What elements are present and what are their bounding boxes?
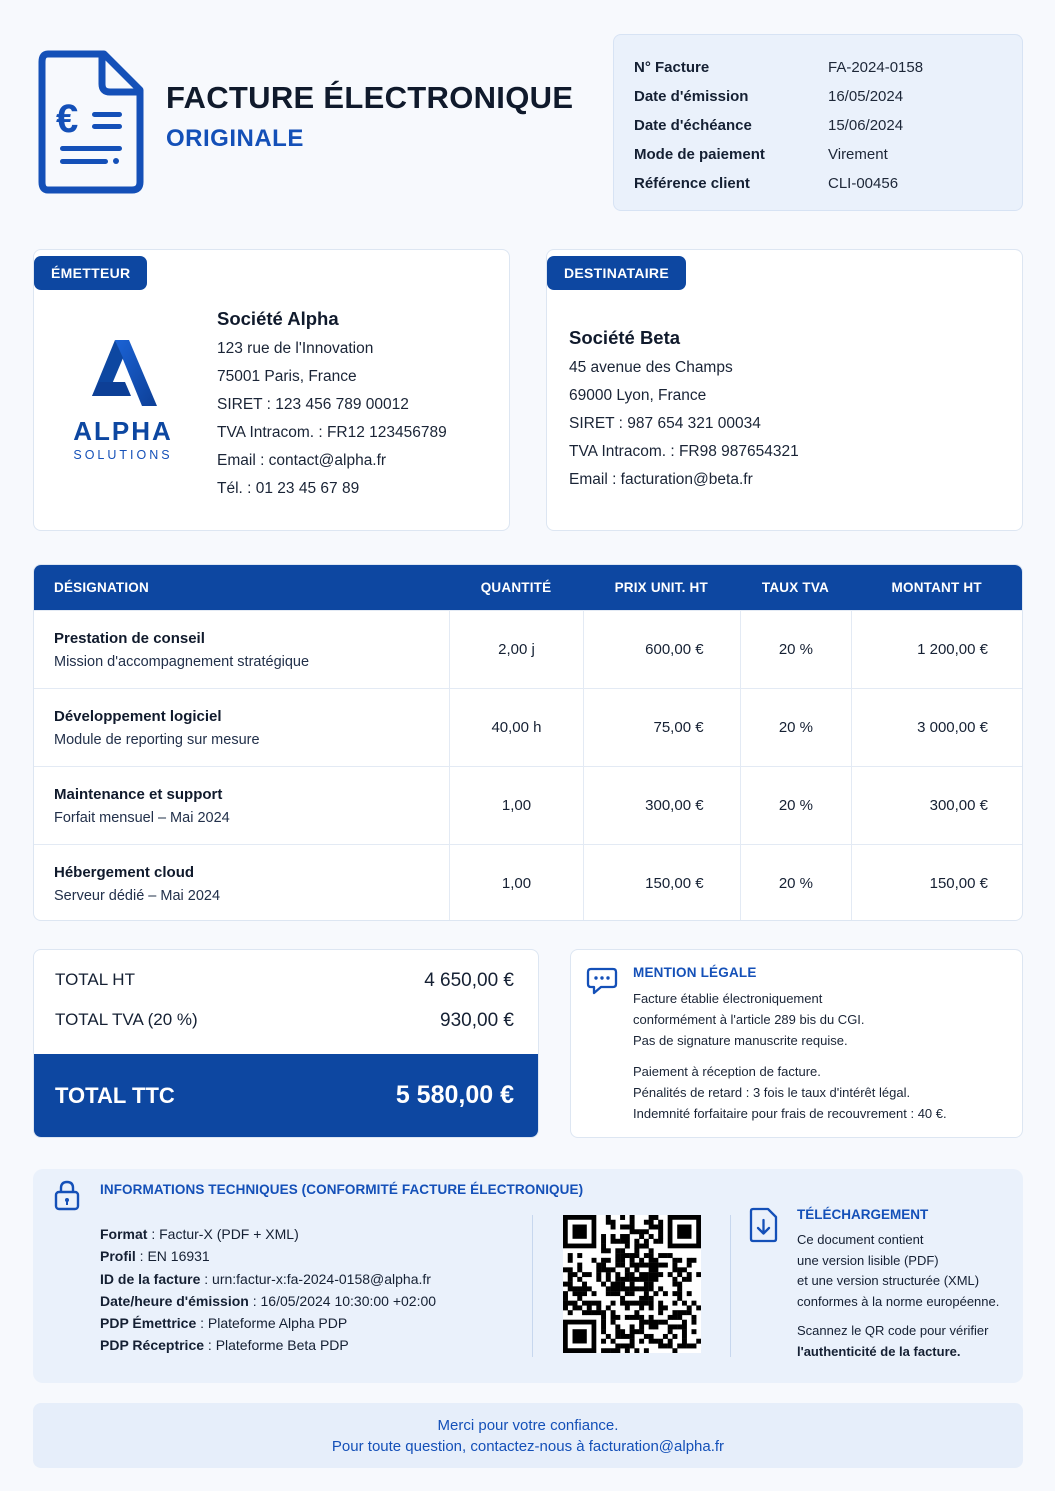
header-vat-rate: TAUX TVA — [761, 580, 830, 595]
download-title: TÉLÉCHARGEMENT — [797, 1207, 929, 1222]
legal-paragraph-1 — [633, 988, 865, 1051]
total-ttc-label: TOTAL TTC — [55, 1082, 175, 1108]
download-line: conformes à la norme européenne. — [797, 1293, 1000, 1309]
items-table — [33, 564, 1023, 921]
meta-row — [634, 53, 1002, 82]
item-unit-price: 600,00 € — [645, 641, 704, 658]
issuer-details — [217, 304, 447, 503]
table-row — [34, 688, 1022, 766]
issuer-line: SIRET : 123 456 789 00012 — [217, 396, 409, 413]
legal-title: MENTION LÉGALE — [633, 965, 757, 980]
page-subtitle: ORIGINALE — [166, 125, 304, 152]
invoice-euro-icon — [38, 50, 144, 194]
footer-thanks: Merci pour votre confiance. — [437, 1417, 619, 1434]
alpha-logo-mark — [63, 338, 183, 418]
meta-value: CLI-00456 — [828, 175, 899, 192]
item-unit-price: 300,00 € — [645, 797, 704, 814]
item-title: Développement logiciel — [54, 707, 222, 725]
meta-row — [634, 169, 1002, 198]
item-description: Mission d'accompagnement stratégique — [54, 653, 310, 670]
legal-line: Paiement à réception de facture. — [633, 1064, 821, 1079]
meta-value: FA-2024-0158 — [828, 59, 924, 76]
tech-field-value: Plateforme Alpha PDP — [207, 1315, 348, 1332]
total-ttc-value: 5 580,00 € — [395, 1081, 514, 1109]
item-amount: 1 200,00 € — [917, 641, 988, 658]
totals-box — [33, 949, 539, 1138]
item-vat-rate: 20 % — [778, 797, 814, 814]
issuer-line: Tél. : 01 23 45 67 89 — [217, 480, 360, 497]
recipient-tag: DESTINATAIRE — [547, 256, 686, 290]
total-ht-row — [55, 970, 514, 992]
item-amount: 3 000,00 € — [917, 719, 988, 736]
svg-text:€: € — [56, 97, 79, 141]
item-quantity: 2,00 j — [498, 641, 535, 658]
meta-value: Virement — [828, 146, 888, 163]
issuer-line: Email : contact@alpha.fr — [217, 452, 387, 469]
recipient-details — [569, 323, 799, 494]
download-line: une version lisible (PDF) — [797, 1252, 939, 1268]
legal-line: conformément à l'article 289 bis du CGI. — [633, 1012, 865, 1027]
download-line: et une version structurée (XML) — [797, 1273, 980, 1288]
item-description: Serveur dédié – Mai 2024 — [54, 887, 221, 904]
divider — [532, 1215, 533, 1357]
tech-field-value: 16/05/2024 10:30:00 +02:00 — [260, 1292, 437, 1309]
item-amount: 150,00 € — [929, 875, 988, 892]
issuer-name: Société Alpha — [217, 308, 339, 329]
tech-field: Profil : EN 16931 — [100, 1248, 210, 1265]
download-line: Scannez le QR code pour vérifier — [797, 1323, 989, 1338]
alpha-logo — [63, 338, 183, 468]
footer — [33, 1403, 1023, 1468]
tech-field: PDP Réceptrice : Plateforme Beta PDP — [100, 1337, 349, 1354]
tech-field-value: urn:factur-x:fa-2024-0158@alpha.fr — [212, 1270, 431, 1287]
tech-field: ID de la facture : urn:factur-x:fa-2024-0158@alpha.fr — [100, 1270, 431, 1287]
item-title: Hébergement cloud — [54, 863, 195, 881]
technical-fields — [100, 1223, 436, 1357]
item-unit-price: 150,00 € — [645, 875, 704, 892]
header-quantity: QUANTITÉ — [480, 580, 552, 595]
recipient-line: 69000 Lyon, France — [569, 387, 707, 404]
divider — [730, 1215, 731, 1357]
total-tva-row — [55, 1010, 514, 1032]
item-description: Module de reporting sur mesure — [54, 731, 260, 748]
footer-contact[interactable]: Pour toute question, contactez-nous à facturation@alpha.fr — [331, 1438, 725, 1455]
download-paragraph-2 — [797, 1321, 988, 1362]
tech-field-value: Factur-X (PDF + XML) — [159, 1226, 299, 1242]
recipient-line: TVA Intracom. : FR98 987654321 — [569, 443, 799, 460]
tech-field-label: ID de la facture — [100, 1270, 201, 1287]
meta-value: 15/06/2024 — [828, 117, 904, 134]
recipient-line: SIRET : 987 654 321 00034 — [569, 415, 761, 432]
tech-field-value: EN 16931 — [147, 1248, 210, 1265]
download-paragraph-1 — [797, 1230, 999, 1312]
item-vat-rate: 20 % — [778, 719, 814, 736]
legal-line: Pas de signature manuscrite requise. — [633, 1033, 848, 1048]
meta-row — [634, 140, 1002, 169]
tech-field-value: Plateforme Beta PDP — [215, 1337, 349, 1354]
issuer-line: 75001 Paris, France — [217, 368, 357, 385]
table-header — [34, 565, 1022, 610]
qr-code[interactable] — [563, 1215, 701, 1353]
item-quantity: 40,00 h — [491, 719, 542, 736]
download-line: Ce document contient — [797, 1232, 924, 1247]
lock-icon — [53, 1179, 81, 1211]
item-quantity: 1,00 — [501, 797, 532, 814]
meta-value: 16/05/2024 — [828, 88, 904, 105]
tech-field: Format : Factur-X (PDF + XML) — [100, 1226, 299, 1242]
logo-tagline: SOLUTIONS — [73, 448, 173, 462]
download-line-bold: l'authenticité de la facture. — [797, 1343, 961, 1359]
header-unit-price: PRIX UNIT. HT — [614, 580, 708, 595]
technical-info-box — [33, 1169, 1023, 1383]
legal-line: Facture établie électroniquement — [633, 991, 823, 1006]
tech-field: Date/heure d'émission : 16/05/2024 10:30:00 +02:00 — [100, 1292, 437, 1309]
table-row — [34, 610, 1022, 688]
invoice-meta-box — [613, 34, 1023, 211]
recipient-card — [546, 249, 1023, 531]
item-vat-rate: 20 % — [778, 875, 814, 892]
header-designation: DÉSIGNATION — [54, 580, 149, 595]
page-title: FACTURE ÉLECTRONIQUE — [166, 80, 574, 115]
table-row — [34, 844, 1022, 921]
meta-label: Référence client — [634, 175, 750, 192]
chat-bubble-icon — [586, 965, 618, 997]
tech-field-label: Profil — [100, 1248, 136, 1265]
item-vat-rate: 20 % — [778, 641, 814, 658]
recipient-line: Email : facturation@beta.fr — [569, 471, 753, 488]
meta-label: Date d'émission — [634, 88, 749, 105]
item-unit-price: 75,00 € — [653, 719, 704, 736]
legal-paragraph-2 — [633, 1061, 947, 1124]
legal-line: Pénalités de retard : 3 fois le taux d'intérêt légal. — [633, 1085, 911, 1100]
issuer-line: TVA Intracom. : FR12 123456789 — [217, 424, 447, 441]
tech-field-label: PDP Réceptrice — [100, 1337, 205, 1354]
item-amount: 300,00 € — [929, 797, 988, 814]
legal-line: Indemnité forfaitaire pour frais de recouvrement : 40 €. — [633, 1106, 947, 1121]
file-download-icon — [749, 1207, 779, 1243]
tech-field: PDP Émettrice : Plateforme Alpha PDP — [100, 1315, 348, 1332]
technical-title: INFORMATIONS TECHNIQUES (CONFORMITÉ FACTURE ÉLECTRONIQUE) — [100, 1182, 584, 1197]
table-row — [34, 766, 1022, 844]
item-description: Forfait mensuel – Mai 2024 — [54, 809, 230, 826]
meta-label: Date d'échéance — [634, 117, 752, 134]
item-title: Prestation de conseil — [54, 629, 205, 647]
header-amount: MONTANT HT — [891, 580, 982, 595]
meta-label: Mode de paiement — [634, 146, 765, 163]
total-ht-label: TOTAL HT — [55, 970, 135, 989]
total-tva-value: 930,00 € — [440, 1010, 514, 1031]
tech-field-label: PDP Émettrice — [100, 1315, 197, 1332]
total-tva-label: TOTAL TVA (20 %) — [55, 1010, 198, 1029]
issuer-tag: ÉMETTEUR — [34, 256, 147, 290]
tech-field-label: Format — [100, 1226, 148, 1242]
issuer-line: 123 rue de l'Innovation — [217, 340, 374, 357]
legal-notice-box — [570, 949, 1023, 1138]
total-ht-value: 4 650,00 € — [424, 970, 514, 991]
total-ttc-bar — [34, 1054, 538, 1137]
logo-name: ALPHA — [73, 416, 173, 446]
item-quantity: 1,00 — [501, 875, 532, 892]
tech-field-label: Date/heure d'émission — [100, 1292, 249, 1309]
meta-label: N° Facture — [634, 59, 710, 76]
item-title: Maintenance et support — [54, 785, 223, 803]
recipient-line: 45 avenue des Champs — [569, 359, 733, 376]
meta-row — [634, 111, 1002, 140]
recipient-name: Société Beta — [569, 327, 681, 348]
meta-row — [634, 82, 1002, 111]
